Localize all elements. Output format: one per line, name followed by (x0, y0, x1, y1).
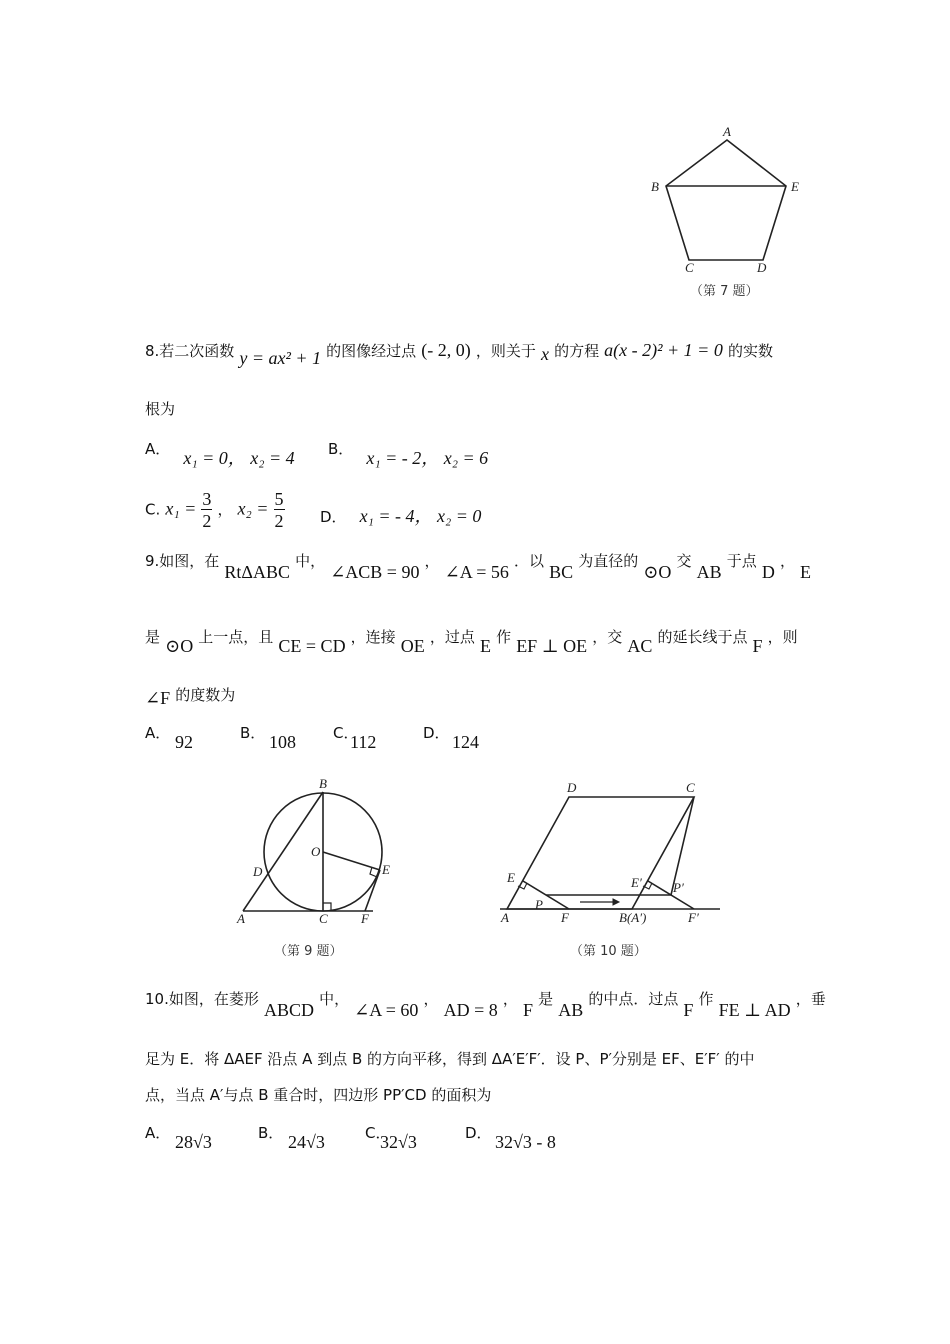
q10-option-b-label: B． (258, 1124, 284, 1142)
q8-option-c-x1: x₁ = (165, 498, 197, 519)
q8-option-a-value: x₁ = 0， x₂ = 4 (183, 448, 295, 468)
question-10-line-2: 足为 E．将 ΔAEF 沿点 A 到点 B 的方向平移，得到 ΔA′E′F′．设 P、P′分别是 EF、E′F′ 的中 (145, 1050, 755, 1068)
q9-text: 是 (145, 628, 161, 646)
q10-text: 的中点．过点 (588, 990, 679, 1008)
q9-option-b-label: B． (240, 724, 266, 742)
q8-option-d (320, 502, 481, 528)
label-a: A (237, 911, 245, 926)
q9-text: ．以 (514, 552, 545, 570)
label-b: B (651, 179, 659, 194)
q9-option-d-value: 124 (452, 732, 479, 752)
label-e-prime: E′ (631, 875, 642, 890)
question-8-line-2: 根为 (145, 400, 176, 418)
figure-9-caption: （第 9 题） (274, 944, 343, 959)
q8-option-c (145, 490, 285, 530)
q9-text: 的度数为 (175, 686, 236, 704)
label-d: D (253, 864, 263, 879)
label-d: D (757, 260, 767, 275)
q9-text: ， (779, 552, 795, 570)
q9-math: D (761, 562, 775, 582)
q9-math: ∠F (145, 688, 171, 708)
label-f-prime: F′ (688, 910, 699, 925)
q8-function: y = ax² + 1 (239, 348, 322, 368)
q8-text-2: ，则关于 (475, 342, 536, 360)
q10-option-d-value: 32√3 - 8 (495, 1132, 556, 1152)
q10-text: ，垂 (795, 990, 826, 1008)
label-o: O (311, 844, 321, 859)
question-9-line-2 (145, 626, 798, 656)
q8-option-d-label: D． (320, 508, 347, 526)
q10-text: 10.如图，在菱形 (145, 990, 259, 1008)
q10-math: F (683, 1000, 694, 1020)
q10-text: 中， (319, 990, 350, 1008)
q10-option-c-label: C． (365, 1124, 391, 1142)
q9-option-c-value: 112 (350, 732, 377, 752)
q8-suffix: 的实数 (727, 342, 773, 360)
q9-text: 为直径的 (578, 552, 639, 570)
q10-math: ∠A = 60 (354, 1000, 419, 1020)
label-a: A (501, 910, 509, 925)
q8-option-a-label: A． (145, 440, 171, 458)
label-e: E (507, 870, 515, 885)
q9-text: 9.如图，在 (145, 552, 220, 570)
figure-7-caption: （第 7 题） (690, 284, 759, 299)
q10-options (145, 1122, 665, 1156)
q10-option-a-value: 28√3 (175, 1132, 212, 1152)
q9-text: 中， (295, 552, 326, 570)
q9-text: ，交 (592, 628, 623, 646)
q9-math: OE (400, 636, 425, 656)
q10-text: ， (423, 990, 439, 1008)
q9-math: ⊙O (643, 562, 672, 582)
q8-equation: a(x - 2)² + 1 = 0 (604, 340, 723, 360)
q10-math: F (522, 1000, 533, 1020)
q9-text: 交 (676, 552, 692, 570)
q9-math: E (800, 562, 812, 582)
q10-math: FE ⊥ AD (718, 1000, 791, 1020)
q9-option-b-value: 108 (269, 732, 296, 752)
q9-math: EF ⊥ OE (516, 636, 588, 656)
q8-option-c-x2: x₂ = (237, 498, 269, 519)
right-angle-c (323, 903, 331, 911)
q10-option-b-value: 24√3 (288, 1132, 325, 1152)
q10-option-a-label: A． (145, 1124, 171, 1142)
q9-math: ∠ACB = 90 (330, 562, 420, 582)
q10-text: ， (502, 990, 518, 1008)
q10-math: AD = 8 (443, 1000, 498, 1020)
q8-option-c-fraction-2: $\frac{5}{2}$ (274, 489, 284, 531)
q8-text-3: 的方程 (554, 342, 600, 360)
question-9-line-1 (145, 550, 812, 582)
figure-10-rhombus (495, 775, 725, 935)
q8-option-c-label: C. (145, 500, 161, 519)
q8-option-c-separator: ， (217, 500, 233, 519)
q9-text: ，则 (767, 628, 798, 646)
q9-math: F (752, 636, 763, 656)
translation-arrowhead (613, 899, 619, 905)
q9-text: 作 (496, 628, 512, 646)
q10-option-d-label: D． (465, 1124, 492, 1142)
label-c: C (686, 780, 695, 795)
question-9-line-3 (145, 684, 236, 708)
label-e: E (791, 179, 799, 194)
q9-option-d-label: D． (423, 724, 450, 742)
q10-text: 是 (538, 990, 554, 1008)
q9-math: ⊙O (165, 636, 194, 656)
q8-prefix: 8.若二次函数 (145, 342, 235, 360)
label-d: D (567, 780, 577, 795)
figure-7-pentagon (640, 120, 820, 280)
q9-math: AB (696, 562, 722, 582)
q9-option-a-value: 92 (175, 732, 193, 752)
q10-math: AB (558, 1000, 584, 1020)
q9-math: ∠A = 56 (444, 562, 509, 582)
q9-math: AC (627, 636, 653, 656)
label-e: E (382, 862, 390, 877)
q8-option-b-value: x₁ = - 2， x₂ = 6 (366, 448, 489, 468)
q9-text: 上一点，且 (198, 628, 274, 646)
question-8-line-1 (145, 340, 773, 368)
q10-text: 作 (698, 990, 714, 1008)
question-10-line-3: 点，当点 A′与点 B 重合时，四边形 PP′CD 的面积为 (145, 1086, 492, 1104)
label-a: A (723, 124, 731, 139)
q9-text: 的延长线于点 (657, 628, 748, 646)
label-b-a-prime: B(A′) (619, 910, 647, 925)
q9-math: RtΔABC (224, 562, 290, 582)
label-f: F (361, 911, 369, 926)
question-10-line-1 (145, 988, 826, 1020)
label-b: B (319, 776, 327, 791)
q9-arc-equation: CE = CD (278, 636, 346, 656)
q9-text: ，过点 (429, 628, 475, 646)
label-p: P (535, 897, 543, 912)
q8-variable: x (540, 344, 549, 364)
q8-text-1: 的图像经过点 (326, 342, 417, 360)
q9-text: ，连接 (350, 628, 396, 646)
q8-option-c-fraction-1: $\frac{3}{2}$ (202, 489, 212, 531)
q9-options (145, 722, 705, 752)
label-c: C (685, 260, 694, 275)
label-c: C (319, 911, 328, 926)
q8-point: (- 2, 0) (421, 340, 471, 360)
q9-text: ， (424, 552, 440, 570)
label-p-prime: P′ (673, 880, 684, 895)
q8-option-a (145, 434, 295, 468)
q9-option-c-label: C． (333, 724, 359, 742)
q10-option-c-value: 32√3 (380, 1132, 417, 1152)
q9-text: 于点 (726, 552, 757, 570)
q9-math: BC (549, 562, 574, 582)
label-f: F (561, 910, 569, 925)
figure-9-circle (225, 770, 395, 930)
q8-option-b (328, 434, 489, 468)
pentagon-outline (666, 140, 786, 260)
figure-10-caption: （第 10 题） (570, 944, 647, 959)
q8-option-d-value: x₁ = - 4， x₂ = 0 (359, 506, 482, 526)
q9-option-a-label: A． (145, 724, 171, 742)
q10-math: ABCD (263, 1000, 314, 1020)
q8-option-b-label: B． (328, 440, 354, 458)
q9-math: E (479, 636, 491, 656)
